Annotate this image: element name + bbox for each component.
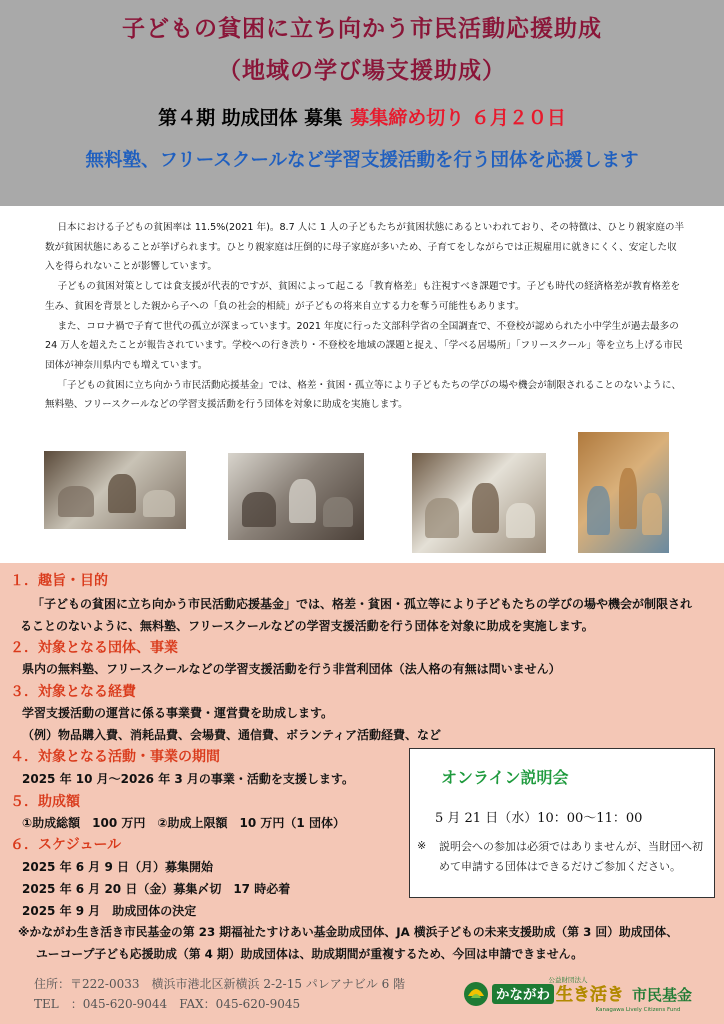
photo-figure	[108, 474, 136, 513]
photo-figure	[289, 479, 316, 523]
photo-figure	[642, 493, 662, 535]
schedule-item: 2025 年 6 月 9 日（月）募集開始	[22, 860, 213, 874]
photo-classroom-2	[228, 453, 364, 540]
intro-paragraph: 「子どもの貧困に立ち向かう市民活動応援基金」では、格差・貧困・孤立等により子どもたちの学びの場や機会が制限されることのないように、無料塾、フリースクールなどの学習支援活動を行う団体を対象に助成を実施します。	[45, 379, 682, 411]
photo-figure	[506, 503, 535, 538]
header-banner	[0, 0, 724, 206]
intro-paragraph: また、コロナ禍で子育て世代の孤立が深まっています。2021 年度に行った文部科学省の全国調査で、不登校が認められた小中学生が過去最多の 24 万人を超えたことが報告されています。学校への行き渋り・不登校を地域の課題と捉え、「学べる居場所」「フリースクール」等を立ち上げる市民団体が神奈川県内でも増えています。	[45, 320, 683, 371]
section-text: ①助成総額 100 万円 ②助成上限額 10 万円（1 団体）	[22, 816, 345, 830]
photo-classroom-3	[412, 453, 546, 553]
photo-activity-4	[578, 432, 669, 553]
section-text: 2025 年 10 月～2026 年 3 月の事業・活動を支援します。	[22, 772, 354, 786]
photo-classroom-1	[44, 451, 186, 529]
photo-figure	[58, 486, 94, 517]
section-title-amount: ５．助成額	[10, 794, 80, 810]
online-briefing-box	[409, 748, 715, 898]
main-title: 子どもの貧困に立ち向かう市民活動応援助成	[122, 16, 602, 42]
section-text: 「子どもの貧困に立ち向かう市民活動応援基金」では、格差・貧困・孤立等により子どもたちの学びの場や機会が制限され	[32, 597, 693, 611]
section-title-expenses: ３．対象となる経費	[10, 684, 136, 700]
photo-figure	[587, 486, 610, 534]
intro-text	[45, 218, 685, 415]
foundation-logo	[462, 972, 712, 1014]
footer-address: 住所：〒222-0033 横浜市港北区新横浜 2-2-15 パレアナビル 6 階	[34, 977, 406, 991]
photo-figure	[472, 483, 499, 533]
recruit-line	[0, 103, 724, 130]
section-text: ることのないように、無料塾、フリースクールなどの学習支援活動を行う団体を対象に助成を実施します。	[20, 619, 594, 633]
logo-english: Kanagawa Lively Citizens Fund	[595, 1007, 681, 1013]
intro-paragraph: 日本における子どもの貧困率は 11.5%(2021 年)。8.7 人に 1 人の子どもたちが貧困状態にあるといわれており、その特徴は、ひとり親家庭の半数が貧困状態にあることが挙げられます。ひとり親家庭は圧倒的に母子家庭が多いため、子育てをしながらでは正規雇用に就きにくく、安定した収入を得られないことが影響しています。	[45, 222, 685, 273]
section-title-target-groups: ２．対象となる団体、事業	[10, 640, 178, 656]
photo-figure	[143, 490, 174, 517]
section-title-purpose: １．趣旨・目的	[10, 573, 108, 589]
logo-caption: 公益財団法人	[548, 976, 588, 984]
section-title-period: ４．対象となる活動・事業の期間	[10, 749, 220, 765]
section-text: （例）物品購入費、消耗品費、会場費、通信費、ボランティア活動経費、など	[22, 728, 442, 742]
note-line: ※かながわ生き活き市民基金の第 23 期福祉たすけあい基金助成団体、JA 横浜子どもの未来支援助成（第 3 回）助成団体、	[18, 925, 678, 939]
schedule-item: 2025 年 9 月 助成団体の決定	[22, 904, 197, 918]
online-briefing-datetime: 5 月 21 日（水）10：00～11：00	[435, 811, 643, 826]
note-mark: ※	[417, 839, 427, 852]
recruit-deadline: 募集締め切り ６月２０日	[350, 107, 566, 129]
footer-phone: TEL ：045-620-9044 FAX：045-620-9045	[34, 997, 301, 1011]
logo-name-b: 生き活き	[556, 985, 624, 1005]
photo-figure	[323, 497, 353, 527]
schedule-item: 2025 年 6 月 20 日（金）募集〆切 17 時必着	[22, 882, 291, 896]
section-text: 学習支援活動の運営に係る事業費・運営費を助成します。	[22, 706, 334, 720]
sub-title: （地域の学び場支援助成）	[218, 58, 506, 84]
section-text: 県内の無料塾、フリースクールなどの学習支援活動を行う非営利団体（法人格の有無は問いません）	[22, 662, 561, 676]
logo-name-c: 市民基金	[631, 986, 693, 1004]
note-line: ユーコープ子ども応援助成（第 4 期）助成団体は、助成期間が重複するため、今回は申請できません。	[36, 947, 583, 961]
recruit-main: 第４期 助成団体 募集	[158, 107, 343, 129]
online-briefing-note: 説明会への参加は必須ではありませんが、当財団へ初めて申請する団体はできるだけご参加ください。	[439, 840, 703, 873]
logo-name-a: かながわ	[496, 987, 550, 1003]
intro-paragraph: 子どもの貧困対策としては食支援が代表的ですが、貧困によって起こる「教育格差」も注視すべき課題です。子ども時代の経済格差が教育格差を生み、貧困を背景とした親から子への「負の社会的相続」が子どもの将来自立する力を奪う可能性もあります。	[45, 281, 681, 312]
online-briefing-title: オンライン説明会	[441, 768, 569, 787]
photo-figure	[425, 498, 459, 538]
photo-figure	[619, 468, 637, 529]
photo-figure	[242, 492, 276, 527]
tagline: 無料塾、フリースクールなど学習支援活動を行う団体を応援します	[85, 150, 639, 171]
section-title-schedule: ６．スケジュール	[10, 837, 122, 853]
